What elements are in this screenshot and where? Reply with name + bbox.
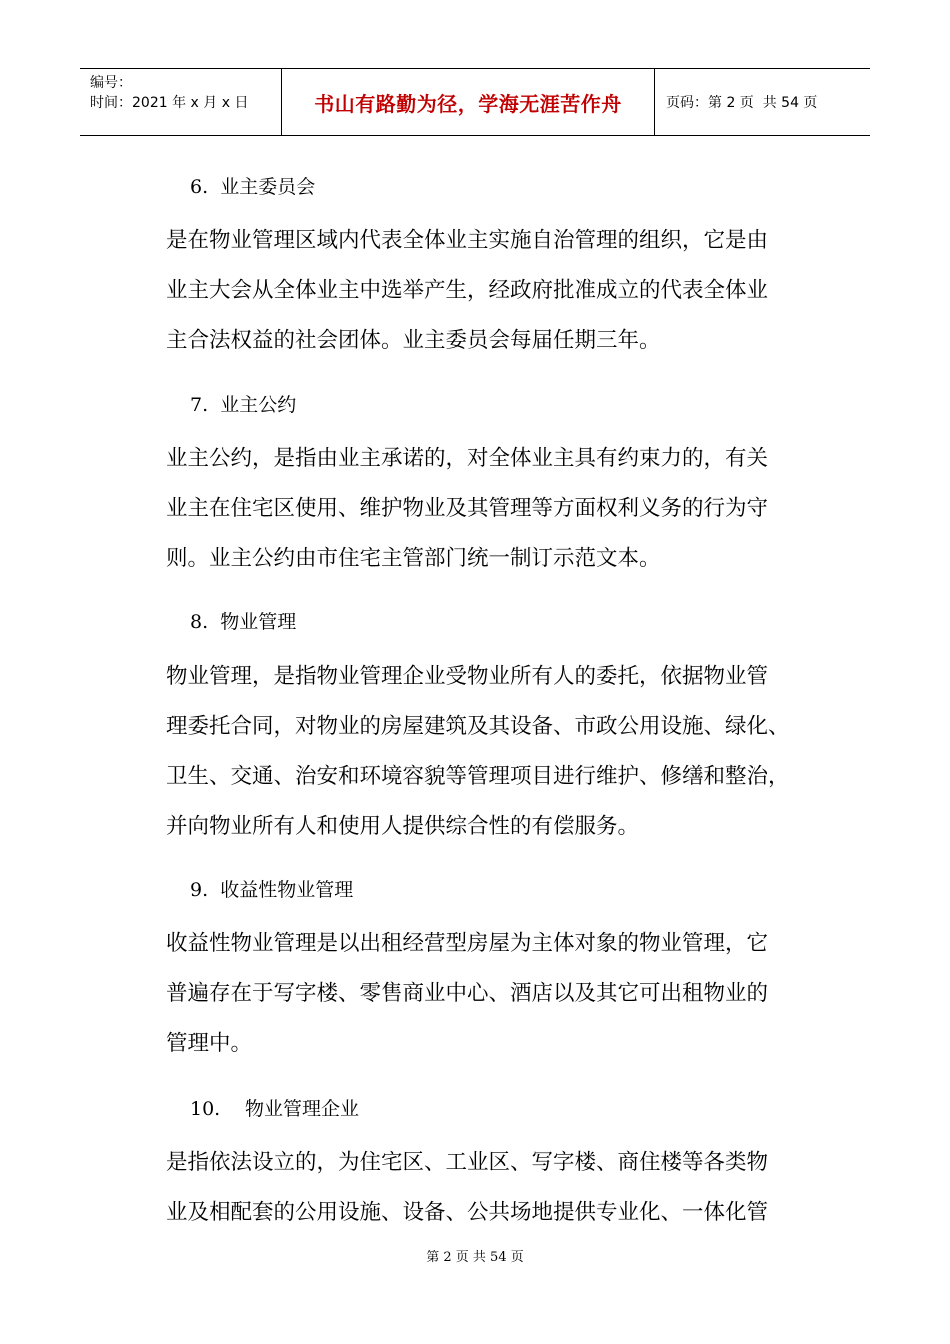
section-heading-6 [190, 172, 315, 199]
paragraph-line: 主合法权益的社会团体。业主委员会每届任期三年。 [166, 328, 661, 353]
paragraph-line: 业主在住宅区使用、维护物业及其管理等方面权利义务的行为守 [166, 496, 769, 521]
paragraph-line: 是在物业管理区域内代表全体业主实施自治管理的组织，它是由 [166, 228, 769, 253]
section-title: 收益性物业管理 [220, 879, 354, 901]
section-number: 8. [190, 611, 209, 633]
section-paragraph-10 [166, 1138, 826, 1238]
paragraph-line: 则。业主公约由市住宅主管部门统一制订示范文本。 [166, 546, 661, 571]
section-heading-10 [190, 1094, 359, 1121]
header-page-info: 页码：第 2 页 共 54 页 [666, 95, 818, 111]
paragraph-line: 业主公约，是指由业主承诺的，对全体业主具有约束力的，有关 [166, 446, 769, 471]
paragraph-line: 普遍存在于写字楼、零售商业中心、酒店以及其它可出租物业的 [166, 981, 769, 1006]
section-title: 物业管理企业 [245, 1098, 360, 1120]
section-number: 10. [190, 1098, 221, 1120]
paragraph-line: 收益性物业管理是以出租经营型房屋为主体对象的物业管理，它 [166, 931, 769, 956]
section-paragraph-8 [166, 652, 826, 852]
header-motto: 书山有路勤为径，学海无涯苦作舟 [314, 91, 622, 116]
header-number-label: 编号： [90, 75, 132, 91]
section-paragraph-9 [166, 919, 826, 1069]
paragraph-line: 管理中。 [166, 1031, 253, 1056]
section-number: 6. [190, 176, 209, 198]
page-footer: 第 2 页 共 54 页 [426, 1250, 524, 1265]
section-paragraph-6 [166, 216, 826, 366]
section-title: 业主公约 [220, 394, 297, 416]
section-title: 物业管理 [220, 611, 297, 633]
paragraph-line: 业及相配套的公用设施、设备、公共场地提供专业化、一体化管 [166, 1200, 769, 1225]
paragraph-line: 物业管理，是指物业管理企业受物业所有人的委托，依据物业管 [166, 664, 769, 689]
paragraph-line: 理委托合同，对物业的房屋建筑及其设备、市政公用设施、绿化、 [166, 714, 790, 739]
paragraph-line: 卫生、交通、治安和环境容貌等管理项目进行维护、修缮和整治， [166, 764, 790, 789]
header-time-label: 时间：2021 年 x 月 x 日 [90, 95, 249, 111]
section-title: 业主委员会 [220, 176, 316, 198]
section-number: 7. [190, 394, 209, 416]
paragraph-line: 是指依法设立的，为住宅区、工业区、写字楼、商住楼等各类物 [166, 1150, 769, 1175]
header-divider-right [654, 69, 655, 135]
section-heading-7 [190, 390, 296, 417]
header-meta [90, 73, 248, 113]
section-number: 9. [190, 879, 209, 901]
paragraph-line: 并向物业所有人和使用人提供综合性的有偿服务。 [166, 814, 640, 839]
section-paragraph-7 [166, 434, 826, 584]
paragraph-line: 业主大会从全体业主中选举产生，经政府批准成立的代表全体业 [166, 278, 769, 303]
section-heading-9 [190, 875, 353, 902]
page-header [80, 68, 870, 136]
section-heading-8 [190, 607, 296, 634]
